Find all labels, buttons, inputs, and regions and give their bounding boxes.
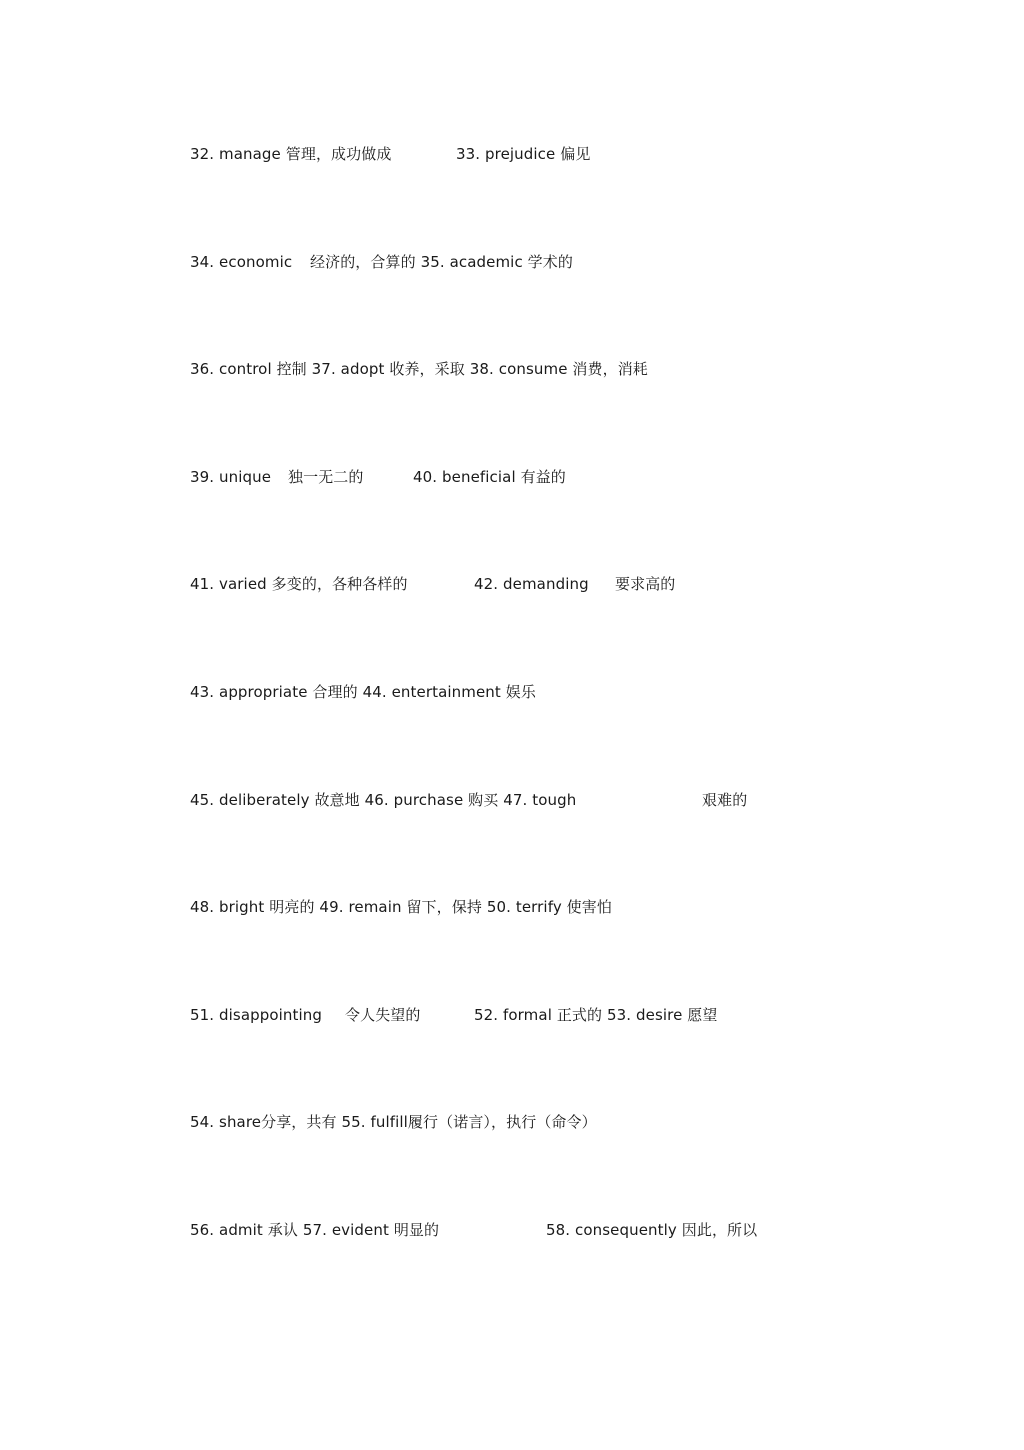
vocab-entry: 要求高的 (615, 575, 676, 593)
vocab-entry: 58. consequently 因此，所以 (546, 1221, 758, 1239)
vocab-line (0, 788, 1024, 812)
vocab-entry: 43. appropriate 合理的 44. entertainment 娱乐 (190, 683, 536, 701)
vocab-line (0, 357, 1024, 381)
vocab-entry: 39. unique (190, 468, 272, 486)
vocab-line (0, 895, 1024, 919)
vocab-entry: 42. demanding (474, 575, 589, 593)
vocab-entry: 33. prejudice 偏见 (456, 145, 591, 163)
vocab-entry: 54. share分享，共有 55. fulfill履行（诺言），执行（命令） (190, 1113, 597, 1131)
vocab-entry: 独一无二的 (288, 468, 364, 486)
vocab-entry: 45. deliberately 故意地 46. purchase 购买 47. tough (190, 791, 577, 809)
vocab-entry: 40. beneficial 有益的 (413, 468, 566, 486)
vocab-line (0, 142, 1024, 166)
vocab-entry: 令人失望的 (345, 1006, 421, 1024)
vocab-entry: 经济的，合算的 35. academic 学术的 (310, 253, 573, 271)
vocab-line (0, 1218, 1024, 1242)
vocab-line (0, 1110, 1024, 1134)
vocab-line (0, 250, 1024, 274)
vocab-entry: 51. disappointing (190, 1006, 322, 1024)
vocab-entry: 41. varied 多变的，各种各样的 (190, 575, 408, 593)
vocab-line (0, 465, 1024, 489)
vocab-line (0, 1003, 1024, 1027)
vocab-entry: 艰难的 (702, 791, 748, 809)
vocab-line (0, 680, 1024, 704)
vocab-entry: 52. formal 正式的 53. desire 愿望 (474, 1006, 718, 1024)
vocab-entry: 32. manage 管理，成功做成 (190, 145, 392, 163)
vocab-entry: 56. admit 承认 57. evident 明显的 (190, 1221, 440, 1239)
vocab-entry: 48. bright 明亮的 49. remain 留下，保持 50. terrify 使害怕 (190, 898, 612, 916)
vocab-entry: 34. economic (190, 253, 293, 271)
vocab-entry: 36. control 控制 37. adopt 收养，采取 38. consume 消费，消耗 (190, 360, 648, 378)
vocab-line (0, 572, 1024, 596)
